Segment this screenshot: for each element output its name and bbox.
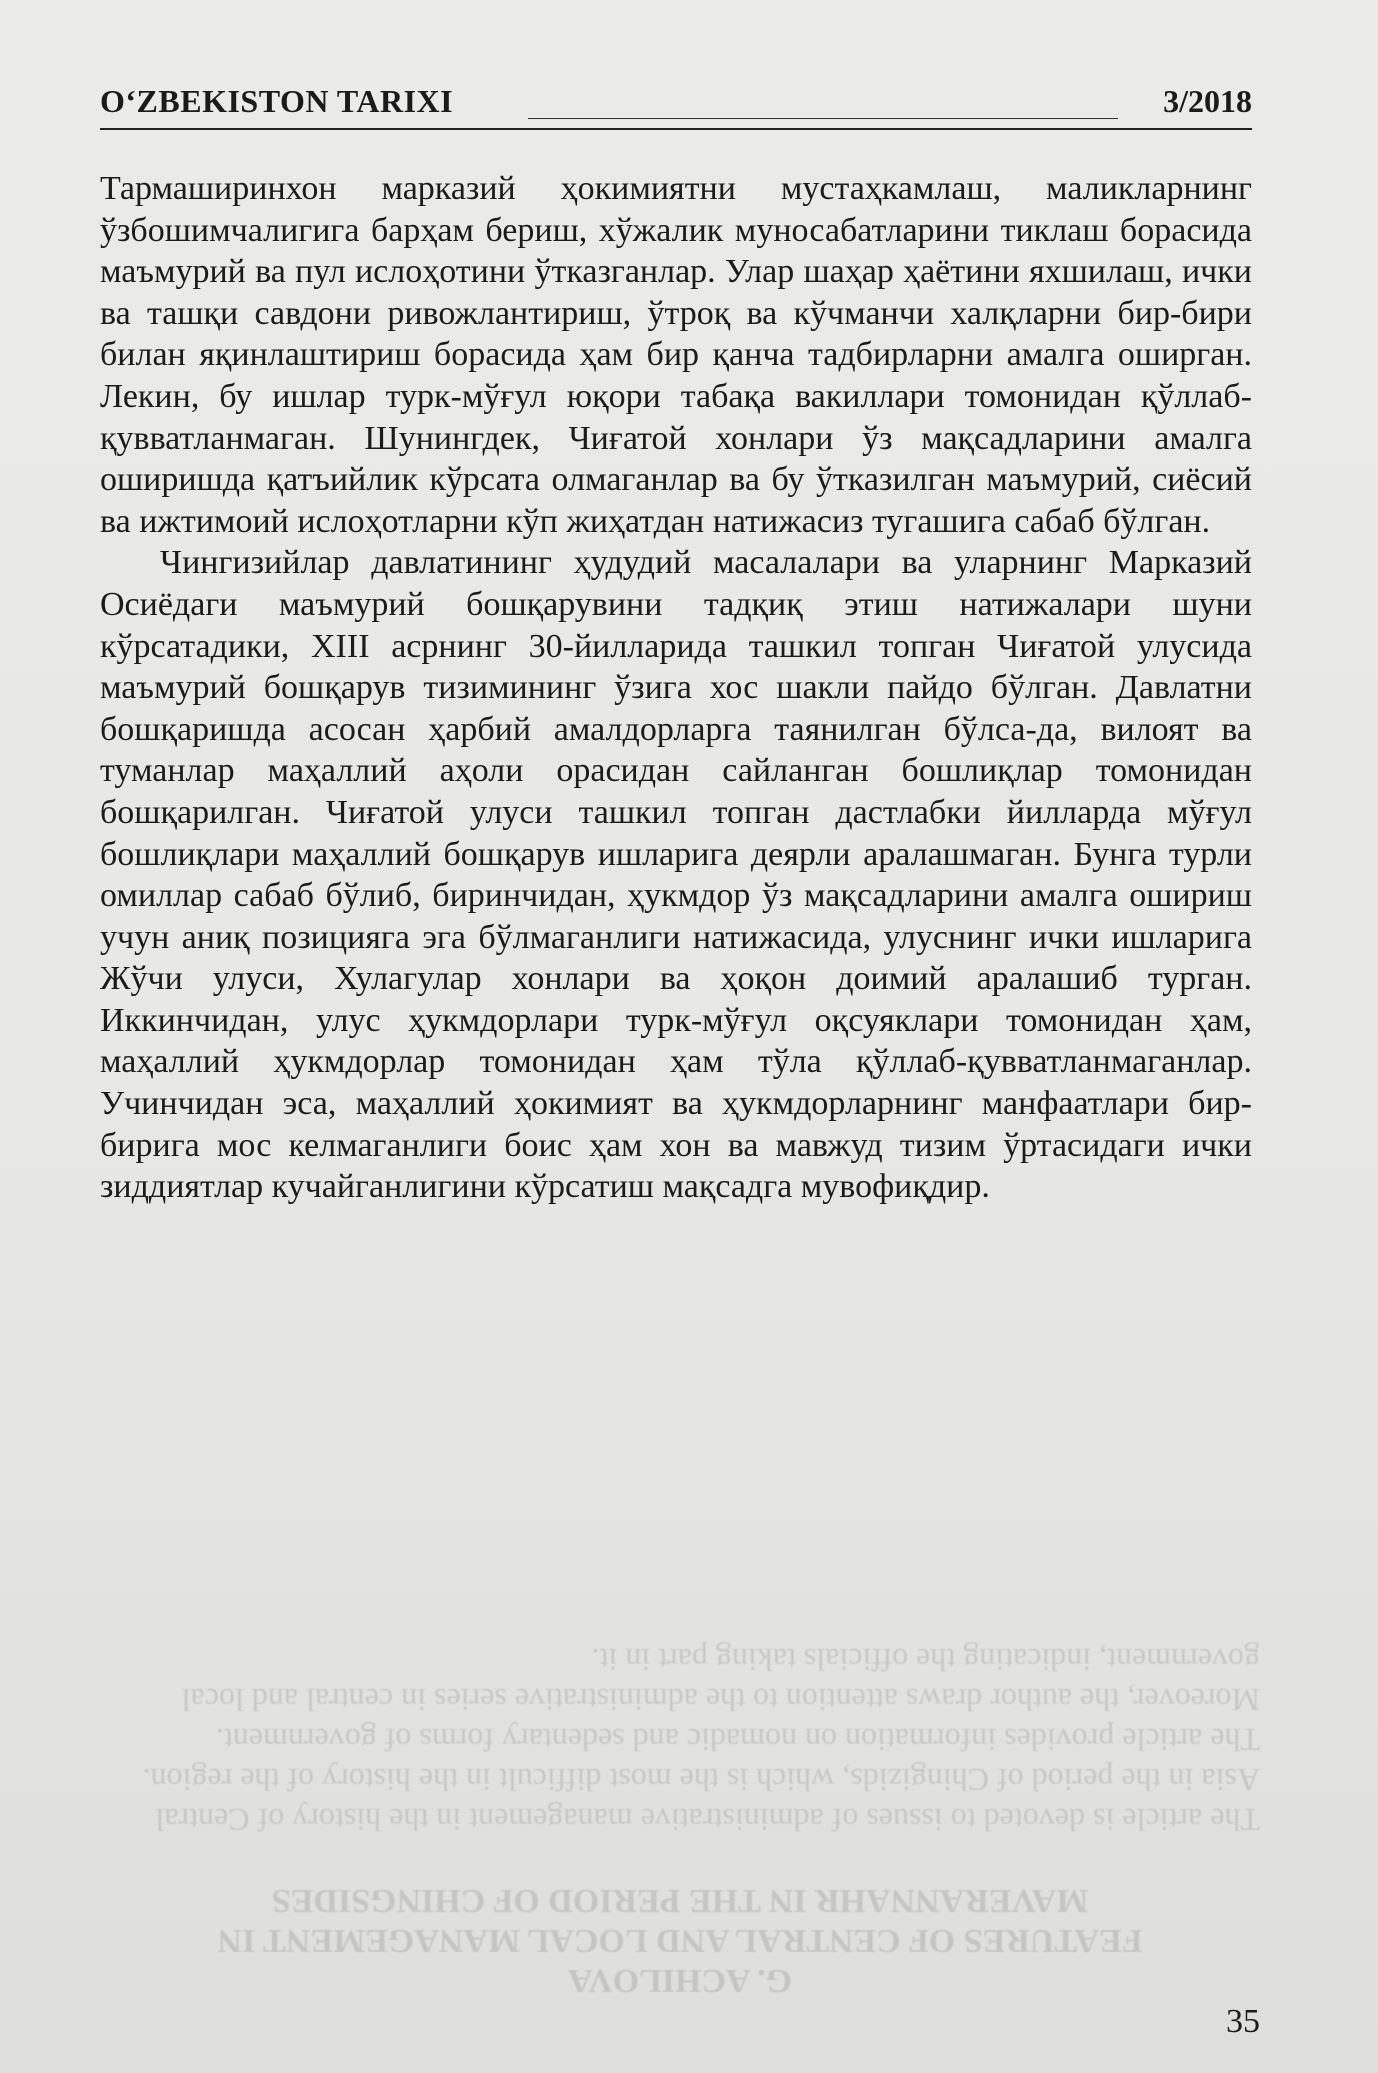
body-paragraph: Чингизийлар давлатининг ҳудудий масалалари ва уларнинг Марказий Осиёдаги маъмурий бошқарувини тадқиқ этиш натижалари шуни кўрсатадики, XIII асрнинг 30-йилларида ташкил топган Чиғатой улусида маъмурий бошқарув тизимининг ўзига хос шакли пайдо бўлган. Давлатни бошқаришда асосан ҳарбий амалдорларга таянилган бўлса-да, вилоят ва туманлар маҳаллий аҳоли орасидан сайланган бошлиқлар томонидан бошқарилган. Чиғатой улуси ташкил топган дастлабки йилларда мўғул бошлиқлари маҳаллий бошқарув ишларига деярли аралашмаган. Бунга турли омиллар сабаб бўлиб, биринчидан, ҳукмдор ўз мақсадларини амалга ошириш учун аниқ позицияга эга бўлмаганлиги натижасида, улуснинг ички ишларига Жўчи улуси, Хулагулар хонлари ва ҳоқон доимий аралашиб турган. Иккинчидан, улус ҳукмдорлари турк-мўғул оқсуяклари томонидан ҳам, маҳаллий ҳукмдорлар томонидан ҳам тўла қўллаб-қувватланмаганлар. Учинчидан эса, маҳаллий ҳокимият ва ҳукмдорларнинг манфаатлари бир-бирига мос келмаганлиги боис ҳам хон ва мавжуд тизим ўртасидаги ички зиддиятлар кучайганлигини кўрсатиш мақсадга мувофиқдир. bbox=[100, 544, 1252, 1206]
page-number: 35 bbox=[1226, 2003, 1260, 2040]
header-divider-short bbox=[528, 118, 1118, 119]
journal-title: O‘ZBEKISTON TARIXI bbox=[100, 83, 454, 119]
show-through-reverse-page bbox=[100, 1420, 1260, 2000]
show-through-abstract: The article is devoted to issues of administrative management in the history of Central Asia in the period of Chingizids, which is the most difficult in the history of the region. The article provides information on nomadic and sedentary forms of government. Moreover, the author draws attention to the administrative series in central and local government, indicating the officials taking part in it. bbox=[142, 1642, 1260, 1838]
header-divider bbox=[100, 128, 1252, 130]
body-paragraph: Тармаширинхон марказий ҳокимиятни мустаҳкамлаш, маликларнинг ўзбошимчалигига барҳам бериш, хўжалик муносабатларини тиклаш борасида маъмурий ва пул ислоҳотини ўтказганлар. Улар шаҳар ҳаётини яхшилаш, ички ва ташқи савдони ривожлантириш, ўтроқ ва кўчманчи халқларни бир-бири билан яқинлаштириш борасида ҳам бир қанча тадбирларни амалга оширган. Лекин, бу ишлар турк-мўғул юқори табақа вакиллари томонидан қўллаб-қувватланмаган. Шунингдек, Чиғатой хонлари ўз мақсадларини амалга оширишда қатъийлик кўрсата олмаганлар ва бу ўтказилган маъмурий, сиёсий ва ижтимоий ислоҳотларни кўп жиҳатдан натижасиз тугашига сабаб бўлган. bbox=[100, 170, 1252, 540]
show-through-author: G. ACHILOVA bbox=[567, 1962, 793, 1999]
show-through-title: FEATURES OF CENTRAL AND LOCAL MANAGEMENT IN MAVERANNAHR IN THE PERIOD OF CHINGSIDES bbox=[217, 1882, 1143, 1959]
issue-number: 3/2018 bbox=[1163, 83, 1252, 119]
article-body bbox=[100, 168, 1252, 1208]
